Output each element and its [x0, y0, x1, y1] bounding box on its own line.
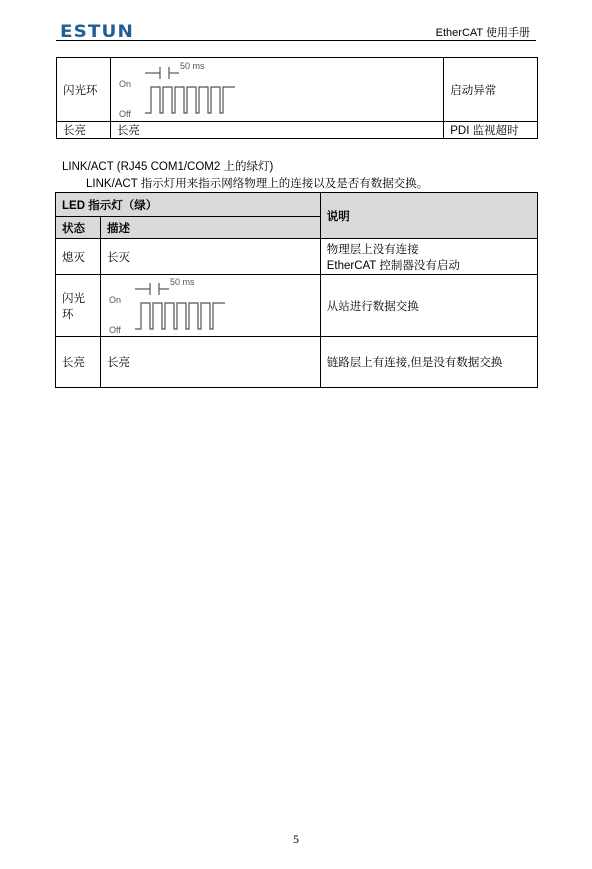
- brand-logo: ESTUN: [60, 22, 134, 42]
- off-label: Off: [108, 324, 121, 335]
- period-label: 50 ms: [169, 276, 195, 287]
- table-row: [57, 122, 538, 139]
- col-header-explain: 说明: [320, 193, 537, 239]
- explain-cell: [320, 239, 537, 275]
- section-body: LINK/ACT 指示灯用来指示网络物理上的连接以及是否有数据交换。: [86, 178, 429, 190]
- explain-cell: 启动异常: [444, 58, 538, 122]
- section-heading: LINK/ACT (RJ45 COM1/COM2 上的绿灯): [62, 161, 274, 173]
- blink-waveform-diagram: [117, 60, 267, 120]
- period-label: 50 ms: [179, 60, 205, 71]
- explain-cell: PDI 监视超时: [444, 122, 538, 139]
- explain-cell: 从站进行数据交换: [320, 275, 537, 337]
- state-cell: 闪光环: [57, 58, 111, 122]
- desc-cell: 长亮: [110, 122, 443, 139]
- on-label: On: [108, 294, 121, 305]
- link-act-table: [55, 192, 538, 388]
- table-row: [57, 58, 538, 122]
- state-cell: 熄灭: [56, 239, 101, 275]
- explain-line: 物理层上没有连接: [326, 243, 419, 256]
- table-header-row: [56, 193, 538, 217]
- state-cell: 长亮: [56, 337, 101, 388]
- blink-waveform-diagram: [107, 276, 257, 336]
- header-divider: [56, 40, 536, 41]
- table-row: [56, 239, 538, 275]
- waveform-group: [119, 61, 235, 119]
- waveform-cell: [110, 58, 443, 122]
- state-label: 闪光环: [62, 292, 85, 321]
- waveform-cell: [100, 275, 320, 337]
- square-wave: [135, 303, 225, 329]
- desc-cell: 长灭: [100, 239, 320, 275]
- on-label: On: [118, 78, 131, 89]
- square-wave: [145, 87, 235, 113]
- table-row: [56, 337, 538, 388]
- document-title: EtherCAT 使用手册: [435, 27, 530, 39]
- state-cell: [56, 275, 101, 337]
- table-row: [56, 275, 538, 337]
- explain-cell: 链路层上有连接,但是没有数据交换: [320, 337, 537, 388]
- page-number: 5: [293, 832, 299, 846]
- desc-cell: 长亮: [100, 337, 320, 388]
- off-label: Off: [118, 108, 131, 119]
- waveform-group: [109, 277, 225, 335]
- status-table-top: [56, 57, 538, 139]
- explain-line: EtherCAT 控制器没有启动: [326, 259, 460, 272]
- state-cell: 长亮: [57, 122, 111, 139]
- group-header: LED 指示灯（绿）: [56, 193, 321, 217]
- col-header-desc: 描述: [100, 217, 320, 239]
- col-header-state: 状态: [56, 217, 101, 239]
